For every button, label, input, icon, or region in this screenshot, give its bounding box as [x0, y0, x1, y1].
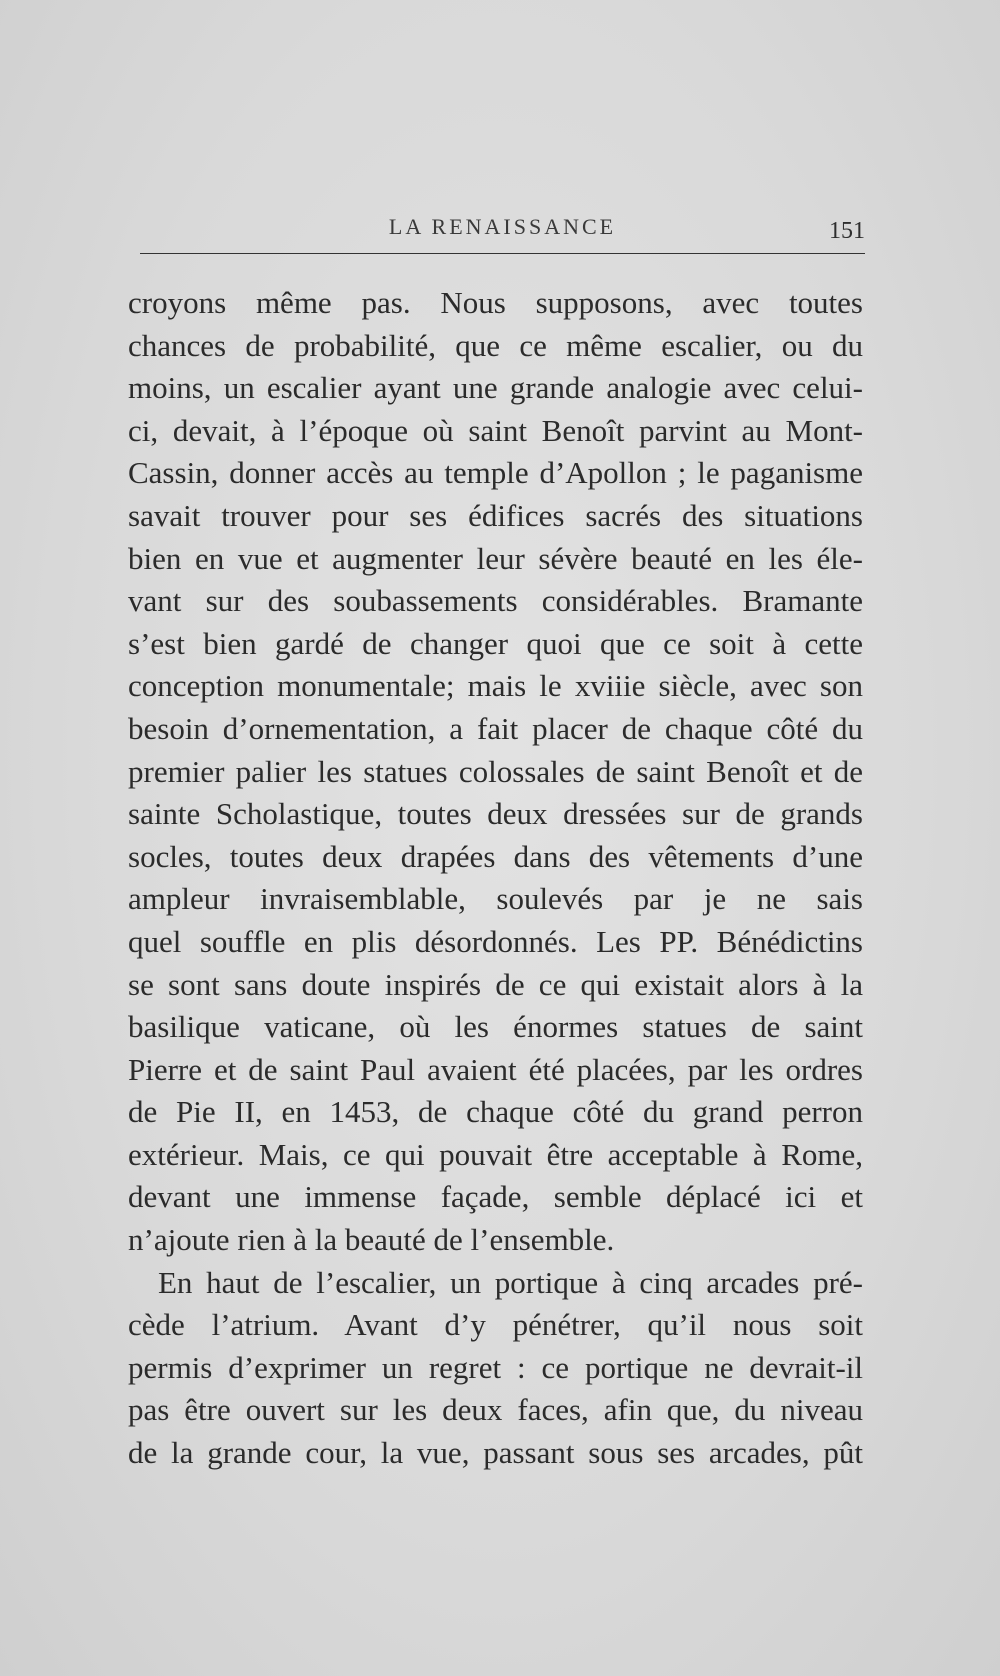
text-line: n’ajoute rien à la beauté de l’ensemble. [128, 1222, 615, 1258]
text-line: premier palier les statues colossales de saint Benoît et de [128, 753, 863, 789]
body-text [128, 282, 863, 1475]
text-line: s’est bien gardé de changer quoi que ce soit à cette [128, 625, 863, 661]
text-line: En haut de l’escalier, un portique à cinq arcades pré- [158, 1264, 863, 1300]
header-rule [140, 253, 865, 254]
text-line: bien en vue et augmenter leur sévère beauté en les éle- [128, 540, 863, 576]
text-line: vant sur des soubassements considérables. Bramante [128, 583, 863, 619]
text-line: pas être ouvert sur les deux faces, afin que, du niveau [128, 1392, 863, 1428]
page-number: 151 [829, 218, 865, 244]
text-line: croyons même pas. Nous supposons, avec toutes [128, 285, 863, 320]
text-line: chances de probabilité, que ce même escalier, ou du [128, 327, 863, 363]
text-line: de la grande cour, la vue, passant sous ses arcades, pût [128, 1435, 863, 1471]
text-line: socles, toutes deux drapées dans des vêtements d’une [128, 838, 863, 874]
text-line: conception monumentale; mais le xviiie siècle, avec son [128, 668, 863, 704]
text-line: Cassin, donner accès au temple d’Apollon ; le paganisme [128, 455, 863, 491]
text-line: ci, devait, à l’époque où saint Benoît parvint au Mont- [128, 412, 863, 448]
text-line: moins, un escalier ayant une grande analogie avec celui- [128, 370, 863, 406]
text-line: devant une immense façade, semble déplacé ici et [128, 1179, 863, 1215]
text-line: sainte Scholastique, toutes deux dressées sur de grands [128, 796, 863, 832]
text-line: ampleur invraisemblable, soulevés par je ne sais [128, 881, 863, 917]
text-line: permis d’exprimer un regret : ce portique ne devrait-il [128, 1349, 863, 1385]
page-header [140, 210, 865, 250]
text-line: se sont sans doute inspirés de ce qui existait alors à la [128, 966, 863, 1002]
text-line: de Pie II, en 1453, de chaque côté du grand perron [128, 1094, 863, 1130]
running-head: LA RENAISSANCE [388, 214, 617, 239]
text-line: Pierre et de saint Paul avaient été placées, par les ordres [128, 1051, 863, 1087]
text-line: savait trouver pour ses édifices sacrés des situations [128, 497, 863, 533]
text-line: quel souffle en plis désordonnés. Les PP. Bénédictins [128, 923, 863, 959]
text-line: extérieur. Mais, ce qui pouvait être acceptable à Rome, [128, 1136, 863, 1172]
text-line: cède l’atrium. Avant d’y pénétrer, qu’il nous soit [128, 1307, 863, 1343]
text-line: basilique vaticane, où les énormes statues de saint [128, 1009, 863, 1045]
text-line: besoin d’ornementation, a fait placer de chaque côté du [128, 710, 863, 746]
